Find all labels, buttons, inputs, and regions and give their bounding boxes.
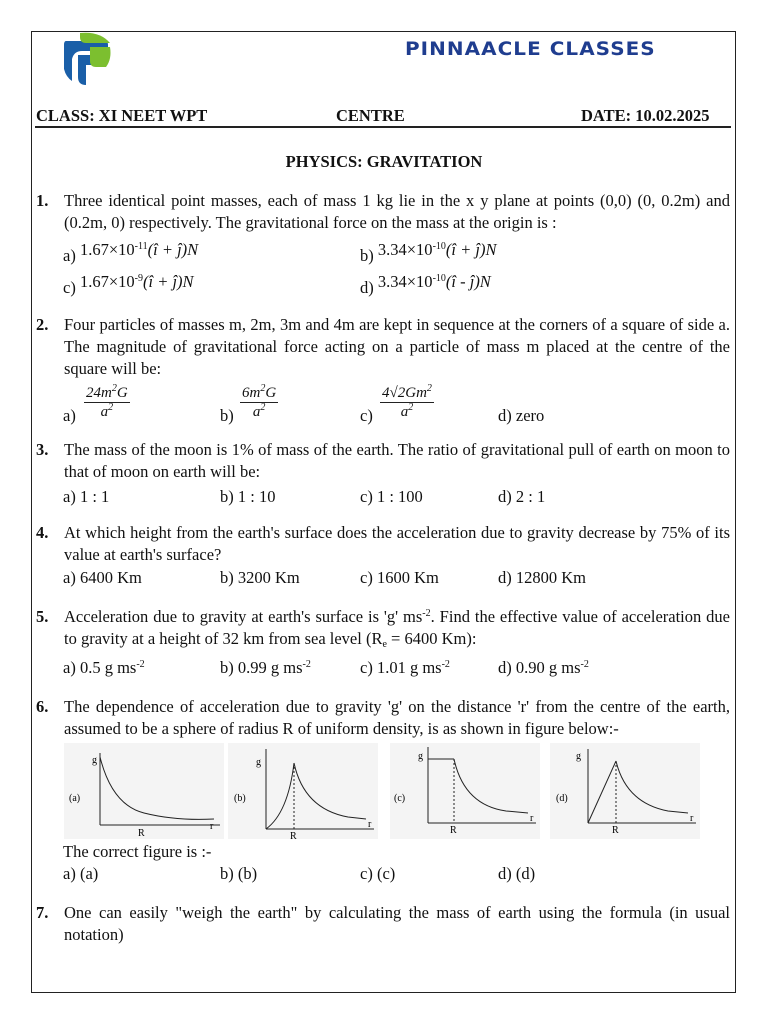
q2-option-d[interactable]: d) zero (498, 406, 545, 425)
svg-text:r: r (210, 821, 214, 832)
q6-option-c[interactable]: c) (c) (360, 864, 396, 883)
question-1 (36, 190, 730, 234)
question-text: One can easily "weigh the earth" by calculating the mass of earth using the formula (in usual notation) (64, 903, 730, 944)
svg-text:(d): (d) (556, 793, 568, 804)
question-number: 6. (36, 697, 49, 716)
centre-label: CENTRE (336, 106, 405, 125)
q4-option-c[interactable]: c) 1600 Km (360, 568, 439, 587)
q6-correct-prompt: The correct figure is :- (63, 842, 212, 861)
question-number: 7. (36, 903, 49, 922)
q1-option-c[interactable]: c) $1.67\times 10^{-9}(î$ + ĵ)N (63, 272, 194, 297)
svg-text:R: R (612, 825, 619, 836)
q5-option-a[interactable]: a) 0.5 g $ms^{-2}$ (63, 658, 145, 677)
question-3 (36, 439, 730, 483)
q1-option-d[interactable]: d) $3.34\times 10^{-10}(î$ - ĵ)N (360, 272, 491, 297)
q5-option-d[interactable]: d) 0.90 g $ms^{-2}$ (498, 658, 589, 677)
graph-c (390, 743, 540, 839)
question-5 (36, 606, 730, 650)
question-text: The mass of the moon is 1% of mass of the earth. The ratio of gravitational pull of earth on moon to that of moon on earth will be: (64, 440, 730, 481)
svg-text:R: R (290, 831, 297, 839)
q2-option-a-fraction: $\frac{24m^2G}{a^2}$ (86, 383, 128, 420)
q2-option-c-fraction: $\frac{4√2Gm^2}{a^2}$ (382, 383, 432, 420)
question-text: Three identical point masses, each of mass 1 kg lie in the x y plane at points (0,0) (0, 0.2m) and (0.2m, 0) respectively. The gravitational force on the mass at the origin is : (64, 191, 730, 232)
svg-text:(c): (c) (394, 793, 406, 804)
header-divider (35, 126, 731, 128)
q4-option-a[interactable]: a) 6400 Km (63, 568, 142, 587)
q1-option-a[interactable]: a) $1.67\times 10^{-11}(î$ + ĵ)N (63, 240, 199, 265)
question-text: Four particles of masses m, 2m, 3m and 4m are kept in sequence at the corners of a square of side a. The magnitude of gravitational force acting on a particle of mass m placed at the centre of the square will be: (64, 315, 730, 378)
svg-text:R: R (450, 825, 457, 836)
svg-text:(a): (a) (69, 793, 81, 804)
brand-name: PINNAACLE CLASSES (405, 38, 656, 60)
q2-option-c-label[interactable]: c) (360, 406, 373, 425)
question-7 (36, 902, 730, 946)
class-label: CLASS: XI NEET WPT (36, 106, 208, 125)
svg-text:R: R (138, 828, 145, 839)
question-number: 3. (36, 440, 49, 459)
svg-text:r: r (690, 813, 694, 824)
question-number: 2. (36, 315, 49, 334)
svg-text:r: r (530, 813, 534, 824)
q3-option-a[interactable]: a) 1 : 1 (63, 487, 110, 506)
svg-text:(b): (b) (234, 793, 246, 804)
graph-b (228, 743, 378, 839)
question-text: The dependence of acceleration due to gravity 'g' on the distance 'r' from the centre of the earth, assumed to be a sphere of radius R of uniform density, is as shown in figure below:- (64, 697, 730, 738)
graph-a (64, 743, 224, 839)
q4-option-b[interactable]: b) 3200 Km (220, 568, 300, 587)
svg-text:g: g (256, 757, 261, 768)
q3-option-b[interactable]: b) 1 : 10 (220, 487, 276, 506)
q6-option-b[interactable]: b) (b) (220, 864, 258, 883)
page-title: PHYSICS: GRAVITATION (285, 152, 483, 171)
graph-d (550, 743, 700, 839)
question-4 (36, 522, 730, 566)
q2-option-b-fraction: $\frac{6m^2G}{a^2}$ (242, 383, 277, 420)
q2-option-a-label[interactable]: a) (63, 406, 76, 425)
q4-option-d[interactable]: d) 12800 Km (498, 568, 586, 587)
q1-option-b[interactable]: b) $3.34\times 10^{-10}(î$ + ĵ)N (360, 240, 497, 265)
q6-option-d[interactable]: d) (d) (498, 864, 536, 883)
date-label: DATE: 10.02.2025 (581, 106, 710, 125)
q5-option-b[interactable]: b) 0.99 g $ms^{-2}$ (220, 658, 311, 677)
question-number: 5. (36, 607, 49, 626)
q3-option-c[interactable]: c) 1 : 100 (360, 487, 423, 506)
question-6 (36, 696, 730, 740)
svg-text:g: g (576, 751, 581, 762)
svg-text:g: g (92, 755, 97, 766)
question-number: 4. (36, 523, 49, 542)
question-text: At which height from the earth's surface does the acceleration due to gravity decrease by 75% of its value at earth's surface? (64, 523, 730, 564)
pinnaacle-logo (56, 31, 114, 89)
question-text: Acceleration due to gravity at earth's surface is 'g' $ms^{-2}$. Find the effective value of acceleration due to gravity at a height of 32 km from sea level ($R_e = 6400$ Km): (64, 607, 730, 650)
q6-option-a[interactable]: a) (a) (63, 864, 99, 883)
q5-option-c[interactable]: c) 1.01 g $ms^{-2}$ (360, 658, 450, 677)
question-2 (36, 314, 730, 380)
q2-option-b-label[interactable]: b) (220, 406, 234, 425)
question-number: 1. (36, 191, 49, 210)
svg-text:r: r (368, 819, 372, 830)
q3-option-d[interactable]: d) 2 : 1 (498, 487, 546, 506)
svg-text:g: g (418, 751, 423, 762)
